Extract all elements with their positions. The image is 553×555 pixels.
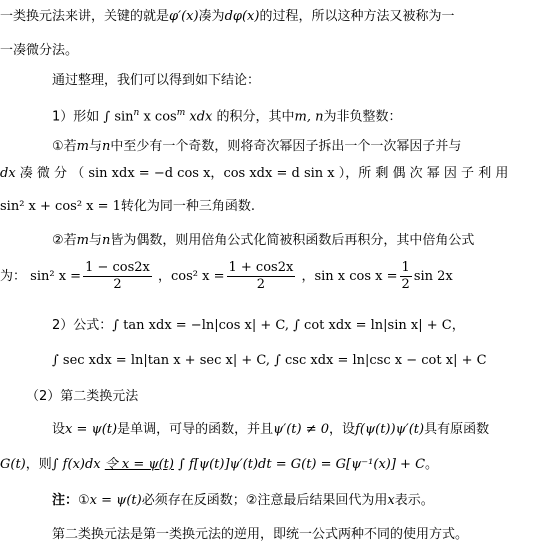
formula: ∫ f[ψ(t)]ψ′(t)dt = G(t) = G[ψ⁻¹(x)] + C [178, 457, 426, 472]
formula: m [176, 108, 186, 118]
formula: ∫ sin [103, 109, 134, 125]
text-line-16 [52, 526, 553, 544]
fraction [83, 260, 152, 293]
fraction [400, 260, 412, 293]
denominator: 2 [256, 277, 266, 292]
formula: ，cos² x = [158, 269, 225, 284]
text: 第二类换元法是第一类换元法的逆用，即统一公式两种不同的使用方式。 [52, 527, 469, 542]
text-line-2 [0, 42, 553, 60]
text: 为非负整数： [323, 109, 402, 125]
formula: x = ψ(t) [65, 422, 118, 437]
formula: x cos [139, 109, 177, 125]
text-line-8 [52, 232, 553, 250]
text: 与 [88, 233, 102, 248]
text: 皆为偶数，则用倍角公式化简被积函数后再积分，其中倍角公式 [110, 233, 475, 248]
formula: m, n [294, 109, 324, 125]
text: 一凑微分法。 [0, 43, 79, 58]
text-line-3 [52, 72, 553, 90]
text: ①若 [52, 139, 77, 154]
text: 与 [88, 139, 102, 154]
formula: ，sin x cos x = [301, 269, 398, 284]
text-line-14 [0, 456, 553, 474]
text: ②若 [52, 233, 77, 248]
text: 凑为 [198, 9, 225, 24]
text: 。 [425, 457, 439, 472]
text: 1）形如 [52, 109, 100, 125]
text-line-5 [52, 138, 553, 156]
text: ① [78, 493, 90, 508]
formula: ∫ sec xdx = ln|tan x + sec x| + C, ∫ csc xdx = ln|csc x − cot x| + C [52, 353, 487, 368]
text: 是单调，可导的函数，并且 [117, 422, 274, 437]
text-line-7 [0, 198, 553, 216]
formula: 令 x = ψ(t) [104, 457, 174, 472]
formula: dx [0, 166, 16, 181]
formula: dφ(x) [224, 9, 260, 24]
formula: sin 2x [413, 269, 453, 284]
denominator: 2 [113, 277, 122, 292]
formula: x [387, 493, 395, 508]
formula: sin xdx = −d cos x [88, 166, 211, 181]
text: 通过整理，我们可以得到如下结论： [52, 73, 261, 88]
text-line-10 [52, 317, 553, 335]
text: 的过程，所以这种方法又被称为一 [259, 9, 455, 24]
fraction [227, 260, 296, 293]
text: 凑 微 分 （ [19, 166, 85, 181]
text-line-12 [26, 388, 553, 406]
formula: m [76, 233, 89, 248]
text: 一类换元法来讲，关键的就是 [0, 9, 170, 24]
formula: ∫ tan xdx = −ln|cos x| + C, ∫ cot xdx = ln|sin x| + C， [112, 318, 465, 333]
text-line-6 [0, 165, 553, 183]
formula: x = ψ(t) [89, 493, 142, 508]
text: （2）第二类换元法 [26, 389, 139, 404]
text: 的积分，其中 [216, 109, 295, 125]
text: 具有原函数 [424, 422, 490, 437]
formula: m [76, 139, 89, 154]
text: 转化为同一种三角函数. [120, 199, 256, 214]
denominator: 2 [401, 277, 410, 292]
numerator: 1 + cos2x [228, 260, 294, 275]
formula: f(ψ(t))ψ′(t) [355, 422, 425, 437]
formula: n [102, 139, 111, 154]
formula: ∫ f(x)dx [51, 457, 101, 472]
text: ），所 剩 偶 次 幂 因 子 利 用 [338, 166, 509, 181]
formula: n [133, 108, 140, 118]
text: 必须存在反函数；②注意最后结果回代为用 [141, 493, 388, 508]
formula: cos xdx = d sin x [223, 166, 335, 181]
text: 2）公式： [52, 318, 113, 333]
formula: sin² x = [30, 269, 82, 284]
formula: G(t) [0, 457, 26, 472]
formula: xdx [185, 109, 213, 125]
text-line-4 [52, 104, 553, 126]
text-line-15 [52, 492, 553, 510]
numerator: 1 [401, 260, 410, 275]
formula: ψ′(t) ≠ 0 [273, 422, 330, 437]
formula: sin² x + cos² x = 1 [0, 199, 121, 214]
text: 中至少有一个奇数，则将奇次幂因子拆出一个一次幂因子并与 [110, 139, 462, 154]
text: ，设 [329, 422, 356, 437]
text-line-13 [52, 421, 553, 439]
text: 设 [52, 422, 66, 437]
text-line-1 [0, 8, 553, 26]
text: ，则 [25, 457, 52, 472]
text-line-9 [0, 260, 553, 294]
formula: n [102, 233, 111, 248]
formula: φ′(x) [169, 9, 199, 24]
text: ， [210, 166, 224, 181]
text-line-11 [52, 352, 553, 370]
numerator: 1 − cos2x [85, 260, 150, 275]
text: 表示。 [394, 493, 434, 508]
note-label: 注： [52, 493, 79, 508]
text: 为： [0, 269, 27, 284]
